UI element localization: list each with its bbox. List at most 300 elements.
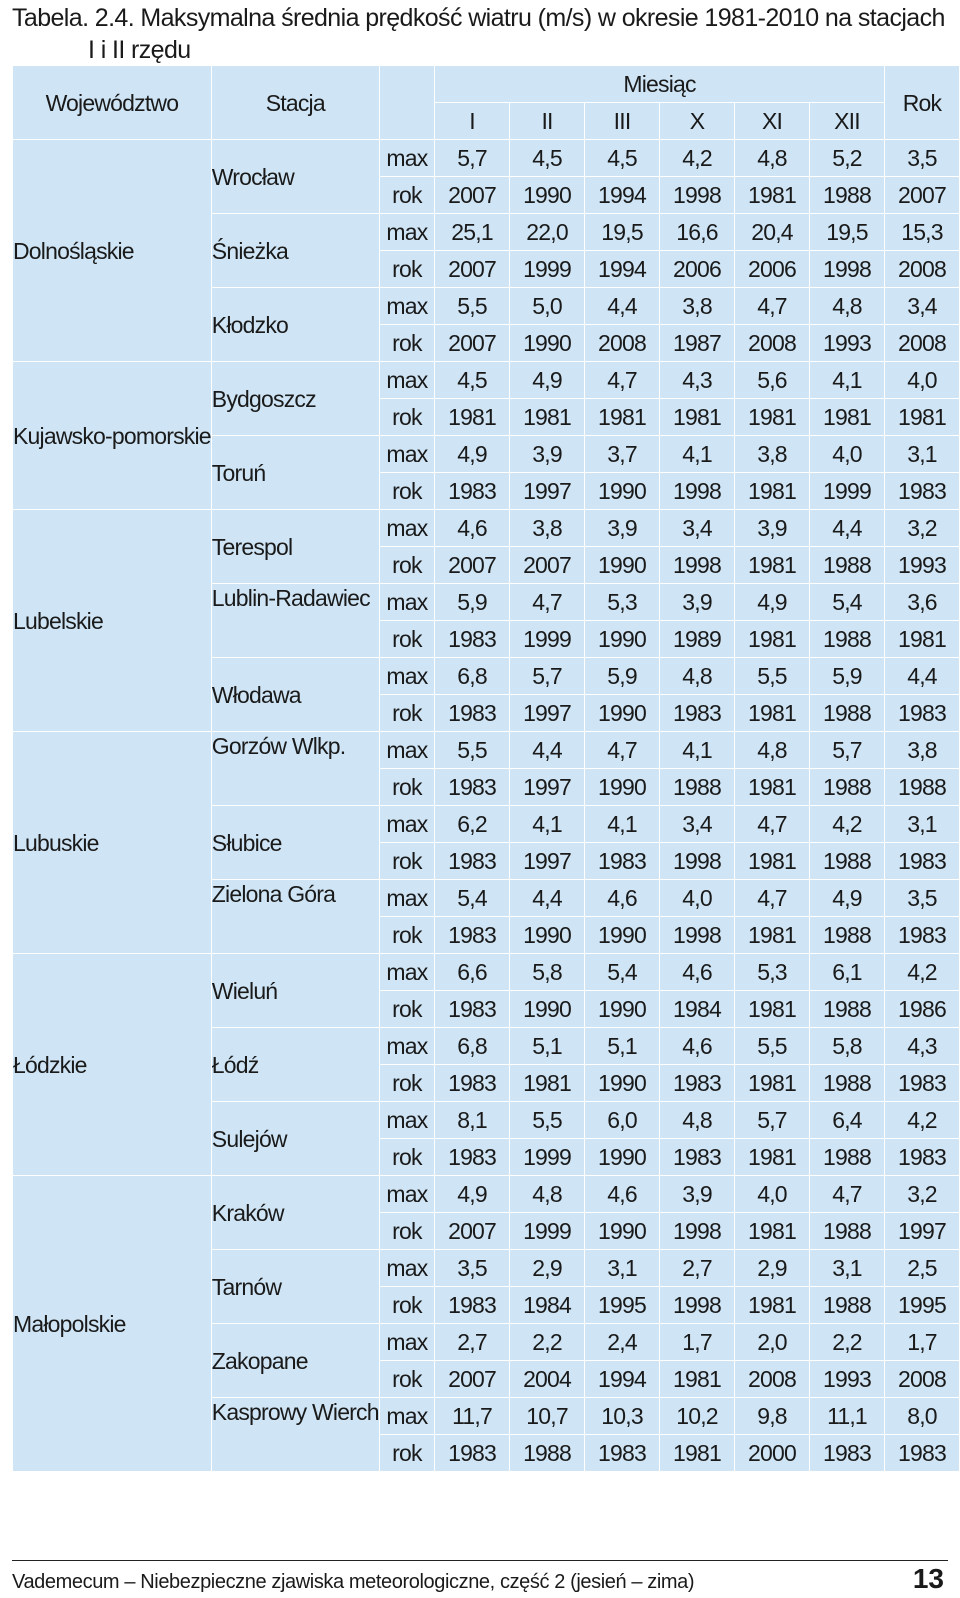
value-cell: 4,1 xyxy=(510,806,585,843)
value-cell: 4,7 xyxy=(810,1176,885,1213)
row-type-label: rok xyxy=(379,177,434,214)
voivodeship-cell: Lubuskie xyxy=(13,732,212,954)
value-cell: 2008 xyxy=(884,251,959,288)
value-cell: 4,5 xyxy=(585,140,660,177)
value-cell: 19,5 xyxy=(585,214,660,251)
station-cell: Wrocław xyxy=(211,140,379,214)
value-cell: 1997 xyxy=(510,473,585,510)
value-cell: 1990 xyxy=(585,695,660,732)
value-cell: 2,7 xyxy=(435,1324,510,1361)
value-cell: 4,4 xyxy=(510,880,585,917)
row-type-label: max xyxy=(379,1028,434,1065)
value-cell: 8,0 xyxy=(884,1398,959,1435)
value-cell: 1993 xyxy=(810,1361,885,1398)
value-cell: 3,1 xyxy=(884,806,959,843)
value-cell: 1988 xyxy=(810,917,885,954)
value-cell: 1983 xyxy=(435,1139,510,1176)
value-cell: 6,1 xyxy=(810,954,885,991)
value-cell: 1993 xyxy=(810,325,885,362)
value-cell: 3,8 xyxy=(660,288,735,325)
value-cell: 4,3 xyxy=(660,362,735,399)
value-cell: 1988 xyxy=(810,991,885,1028)
value-cell: 1990 xyxy=(510,177,585,214)
value-cell: 2006 xyxy=(735,251,810,288)
value-cell: 1981 xyxy=(510,399,585,436)
row-type-label: rok xyxy=(379,547,434,584)
value-cell: 1983 xyxy=(435,1065,510,1102)
value-cell: 1994 xyxy=(585,251,660,288)
value-cell: 1998 xyxy=(660,473,735,510)
value-cell: 2007 xyxy=(435,1213,510,1250)
value-cell: 5,8 xyxy=(810,1028,885,1065)
value-cell: 1981 xyxy=(735,547,810,584)
row-type-label: max xyxy=(379,1324,434,1361)
value-cell: 1981 xyxy=(435,399,510,436)
value-cell: 1990 xyxy=(585,1065,660,1102)
value-cell: 5,3 xyxy=(585,584,660,621)
value-cell: 1998 xyxy=(660,547,735,584)
row-type-label: max xyxy=(379,584,434,621)
value-cell: 2004 xyxy=(510,1361,585,1398)
station-cell: Bydgoszcz xyxy=(211,362,379,436)
value-cell: 1997 xyxy=(884,1213,959,1250)
value-cell: 1998 xyxy=(660,1213,735,1250)
value-cell: 25,1 xyxy=(435,214,510,251)
value-cell: 4,4 xyxy=(810,510,885,547)
value-cell: 3,9 xyxy=(735,510,810,547)
value-cell: 1990 xyxy=(585,1213,660,1250)
value-cell: 1997 xyxy=(510,843,585,880)
value-cell: 5,9 xyxy=(435,584,510,621)
value-cell: 22,0 xyxy=(510,214,585,251)
value-cell: 1988 xyxy=(810,1213,885,1250)
value-cell: 2,2 xyxy=(510,1324,585,1361)
value-cell: 4,8 xyxy=(735,140,810,177)
value-cell: 1981 xyxy=(660,1435,735,1472)
row-type-label: max xyxy=(379,954,434,991)
value-cell: 4,4 xyxy=(884,658,959,695)
value-cell: 8,1 xyxy=(435,1102,510,1139)
station-cell: Zielona Góra xyxy=(211,880,379,954)
value-cell: 1990 xyxy=(585,917,660,954)
value-cell: 6,6 xyxy=(435,954,510,991)
value-cell: 1999 xyxy=(510,1213,585,1250)
table-caption xyxy=(12,2,952,66)
value-cell: 4,7 xyxy=(735,806,810,843)
value-cell: 1981 xyxy=(735,1287,810,1324)
wind-speed-table xyxy=(12,65,960,1472)
value-cell: 1986 xyxy=(884,991,959,1028)
value-cell: 2007 xyxy=(435,177,510,214)
value-cell: 4,1 xyxy=(660,436,735,473)
value-cell: 3,8 xyxy=(735,436,810,473)
value-cell: 5,9 xyxy=(810,658,885,695)
value-cell: 1997 xyxy=(510,769,585,806)
value-cell: 5,4 xyxy=(435,880,510,917)
value-cell: 3,8 xyxy=(884,732,959,769)
value-cell: 1984 xyxy=(510,1287,585,1324)
row-type-label: rok xyxy=(379,473,434,510)
value-cell: 1990 xyxy=(510,991,585,1028)
value-cell: 1983 xyxy=(884,843,959,880)
value-cell: 4,0 xyxy=(735,1176,810,1213)
value-cell: 4,7 xyxy=(585,362,660,399)
value-cell: 2008 xyxy=(585,325,660,362)
station-cell: Lublin-Radawiec xyxy=(211,584,379,658)
value-cell: 3,5 xyxy=(884,140,959,177)
value-cell: 1981 xyxy=(735,399,810,436)
row-type-label: rok xyxy=(379,1213,434,1250)
value-cell: 3,9 xyxy=(660,1176,735,1213)
value-cell: 4,6 xyxy=(435,510,510,547)
value-cell: 4,8 xyxy=(510,1176,585,1213)
value-cell: 4,8 xyxy=(660,658,735,695)
voivodeship-cell: Kujawsko-pomorskie xyxy=(13,362,212,510)
value-cell: 4,9 xyxy=(810,880,885,917)
value-cell: 5,7 xyxy=(510,658,585,695)
row-type-label: rok xyxy=(379,991,434,1028)
value-cell: 1,7 xyxy=(884,1324,959,1361)
row-type-label: max xyxy=(379,436,434,473)
header-row-1 xyxy=(13,66,960,103)
value-cell: 1990 xyxy=(585,621,660,658)
header-month: XII xyxy=(810,103,885,140)
voivodeship-cell: Łódzkie xyxy=(13,954,212,1176)
header-month-group: Miesiąc xyxy=(435,66,885,103)
value-cell: 1983 xyxy=(660,695,735,732)
value-cell: 2,5 xyxy=(884,1250,959,1287)
value-cell: 4,8 xyxy=(735,732,810,769)
value-cell: 1998 xyxy=(660,1287,735,1324)
value-cell: 1990 xyxy=(585,547,660,584)
value-cell: 1997 xyxy=(510,695,585,732)
value-cell: 4,2 xyxy=(810,806,885,843)
value-cell: 1994 xyxy=(585,177,660,214)
value-cell: 3,5 xyxy=(435,1250,510,1287)
value-cell: 1998 xyxy=(660,177,735,214)
row-type-label: rok xyxy=(379,1361,434,1398)
value-cell: 1988 xyxy=(810,621,885,658)
value-cell: 3,1 xyxy=(884,436,959,473)
value-cell: 4,7 xyxy=(585,732,660,769)
value-cell: 4,5 xyxy=(510,140,585,177)
value-cell: 1983 xyxy=(660,1065,735,1102)
value-cell: 20,4 xyxy=(735,214,810,251)
value-cell: 1988 xyxy=(884,769,959,806)
row-type-label: max xyxy=(379,806,434,843)
station-cell: Śnieżka xyxy=(211,214,379,288)
value-cell: 5,7 xyxy=(735,1102,810,1139)
value-cell: 2007 xyxy=(435,547,510,584)
value-cell: 1981 xyxy=(510,1065,585,1102)
value-cell: 1999 xyxy=(510,621,585,658)
value-cell: 5,4 xyxy=(585,954,660,991)
page-footer xyxy=(12,1560,948,1597)
row-type-label: rok xyxy=(379,399,434,436)
value-cell: 4,8 xyxy=(810,288,885,325)
value-cell: 1994 xyxy=(585,1361,660,1398)
value-cell: 1993 xyxy=(884,547,959,584)
value-cell: 1987 xyxy=(660,325,735,362)
value-cell: 1981 xyxy=(585,399,660,436)
value-cell: 5,5 xyxy=(735,658,810,695)
value-cell: 19,5 xyxy=(810,214,885,251)
value-cell: 1981 xyxy=(735,917,810,954)
value-cell: 1990 xyxy=(585,1139,660,1176)
value-cell: 1981 xyxy=(735,991,810,1028)
value-cell: 1983 xyxy=(884,1065,959,1102)
station-cell: Kasprowy Wierch xyxy=(211,1398,379,1472)
value-cell: 5,3 xyxy=(735,954,810,991)
station-cell: Włodawa xyxy=(211,658,379,732)
value-cell: 3,8 xyxy=(510,510,585,547)
table-row xyxy=(13,140,960,177)
header-month: XI xyxy=(735,103,810,140)
value-cell: 1983 xyxy=(435,917,510,954)
value-cell: 2008 xyxy=(884,1361,959,1398)
value-cell: 6,4 xyxy=(810,1102,885,1139)
value-cell: 1998 xyxy=(660,917,735,954)
value-cell: 5,7 xyxy=(435,140,510,177)
row-type-label: rok xyxy=(379,695,434,732)
station-cell: Wieluń xyxy=(211,954,379,1028)
value-cell: 3,4 xyxy=(660,806,735,843)
value-cell: 1988 xyxy=(810,1139,885,1176)
value-cell: 5,7 xyxy=(810,732,885,769)
station-cell: Słubice xyxy=(211,806,379,880)
value-cell: 1983 xyxy=(884,917,959,954)
row-type-label: max xyxy=(379,1250,434,1287)
value-cell: 2,9 xyxy=(510,1250,585,1287)
value-cell: 6,2 xyxy=(435,806,510,843)
value-cell: 1988 xyxy=(810,1065,885,1102)
value-cell: 4,6 xyxy=(585,880,660,917)
value-cell: 5,5 xyxy=(435,732,510,769)
value-cell: 1983 xyxy=(585,1435,660,1472)
value-cell: 1999 xyxy=(510,1139,585,1176)
value-cell: 1981 xyxy=(735,769,810,806)
value-cell: 1998 xyxy=(660,843,735,880)
row-type-label: rok xyxy=(379,621,434,658)
row-type-label: max xyxy=(379,510,434,547)
value-cell: 1981 xyxy=(810,399,885,436)
value-cell: 11,7 xyxy=(435,1398,510,1435)
header-blank xyxy=(379,66,434,140)
value-cell: 5,8 xyxy=(510,954,585,991)
value-cell: 4,0 xyxy=(884,362,959,399)
value-cell: 3,2 xyxy=(884,510,959,547)
value-cell: 1983 xyxy=(435,621,510,658)
station-cell: Gorzów Wlkp. xyxy=(211,732,379,806)
value-cell: 5,1 xyxy=(510,1028,585,1065)
value-cell: 1981 xyxy=(735,621,810,658)
value-cell: 3,1 xyxy=(810,1250,885,1287)
value-cell: 2,7 xyxy=(660,1250,735,1287)
voivodeship-cell: Dolnośląskie xyxy=(13,140,212,362)
value-cell: 1988 xyxy=(660,769,735,806)
value-cell: 1999 xyxy=(810,473,885,510)
station-cell: Toruń xyxy=(211,436,379,510)
value-cell: 4,1 xyxy=(810,362,885,399)
row-type-label: rok xyxy=(379,1287,434,1324)
value-cell: 1990 xyxy=(585,769,660,806)
value-cell: 4,4 xyxy=(510,732,585,769)
value-cell: 1981 xyxy=(735,1139,810,1176)
header-year: Rok xyxy=(884,66,959,140)
value-cell: 4,8 xyxy=(660,1102,735,1139)
value-cell: 4,0 xyxy=(810,436,885,473)
value-cell: 1984 xyxy=(660,991,735,1028)
value-cell: 3,2 xyxy=(884,1176,959,1213)
row-type-label: max xyxy=(379,1102,434,1139)
value-cell: 10,2 xyxy=(660,1398,735,1435)
value-cell: 1983 xyxy=(660,1139,735,1176)
value-cell: 1983 xyxy=(585,843,660,880)
value-cell: 5,0 xyxy=(510,288,585,325)
value-cell: 3,7 xyxy=(585,436,660,473)
value-cell: 2007 xyxy=(435,1361,510,1398)
value-cell: 1999 xyxy=(510,251,585,288)
table-row xyxy=(13,732,960,769)
row-type-label: rok xyxy=(379,843,434,880)
row-type-label: max xyxy=(379,362,434,399)
value-cell: 1983 xyxy=(810,1435,885,1472)
value-cell: 1988 xyxy=(810,177,885,214)
value-cell: 9,8 xyxy=(735,1398,810,1435)
table-row xyxy=(13,954,960,991)
page-number: 13 xyxy=(912,1563,944,1594)
value-cell: 3,4 xyxy=(884,288,959,325)
value-cell: 3,6 xyxy=(884,584,959,621)
value-cell: 1990 xyxy=(510,325,585,362)
value-cell: 1988 xyxy=(810,769,885,806)
value-cell: 15,3 xyxy=(884,214,959,251)
value-cell: 1981 xyxy=(660,399,735,436)
value-cell: 1983 xyxy=(435,769,510,806)
value-cell: 10,3 xyxy=(585,1398,660,1435)
station-cell: Łódź xyxy=(211,1028,379,1102)
value-cell: 2006 xyxy=(660,251,735,288)
station-cell: Terespol xyxy=(211,510,379,584)
value-cell: 1981 xyxy=(660,1361,735,1398)
value-cell: 1988 xyxy=(810,843,885,880)
value-cell: 4,9 xyxy=(735,584,810,621)
value-cell: 5,5 xyxy=(435,288,510,325)
value-cell: 1990 xyxy=(510,917,585,954)
value-cell: 1981 xyxy=(735,1213,810,1250)
station-cell: Kłodzko xyxy=(211,288,379,362)
value-cell: 1983 xyxy=(435,473,510,510)
value-cell: 1,7 xyxy=(660,1324,735,1361)
value-cell: 3,9 xyxy=(660,584,735,621)
table-row xyxy=(13,510,960,547)
value-cell: 3,1 xyxy=(585,1250,660,1287)
value-cell: 1983 xyxy=(884,1139,959,1176)
value-cell: 4,7 xyxy=(735,288,810,325)
value-cell: 2,9 xyxy=(735,1250,810,1287)
value-cell: 6,0 xyxy=(585,1102,660,1139)
value-cell: 5,4 xyxy=(810,584,885,621)
value-cell: 1983 xyxy=(884,473,959,510)
header-month: I xyxy=(435,103,510,140)
value-cell: 1988 xyxy=(810,1287,885,1324)
value-cell: 1983 xyxy=(884,1435,959,1472)
value-cell: 1990 xyxy=(585,473,660,510)
header-voivodeship: Województwo xyxy=(13,66,212,140)
value-cell: 2007 xyxy=(884,177,959,214)
row-type-label: max xyxy=(379,140,434,177)
value-cell: 3,4 xyxy=(660,510,735,547)
value-cell: 1981 xyxy=(884,621,959,658)
row-type-label: max xyxy=(379,658,434,695)
value-cell: 4,1 xyxy=(585,806,660,843)
value-cell: 4,4 xyxy=(585,288,660,325)
row-type-label: max xyxy=(379,732,434,769)
value-cell: 5,6 xyxy=(735,362,810,399)
row-type-label: rok xyxy=(379,251,434,288)
value-cell: 1983 xyxy=(884,695,959,732)
value-cell: 1995 xyxy=(585,1287,660,1324)
value-cell: 1983 xyxy=(435,991,510,1028)
row-type-label: rok xyxy=(379,769,434,806)
value-cell: 3,9 xyxy=(585,510,660,547)
value-cell: 1983 xyxy=(435,843,510,880)
value-cell: 10,7 xyxy=(510,1398,585,1435)
value-cell: 1983 xyxy=(435,1435,510,1472)
value-cell: 4,6 xyxy=(660,954,735,991)
value-cell: 2008 xyxy=(884,325,959,362)
row-type-label: rok xyxy=(379,1435,434,1472)
value-cell: 4,9 xyxy=(435,436,510,473)
header-month: X xyxy=(660,103,735,140)
row-type-label: rok xyxy=(379,1065,434,1102)
value-cell: 1981 xyxy=(735,473,810,510)
value-cell: 4,2 xyxy=(884,954,959,991)
row-type-label: max xyxy=(379,1176,434,1213)
value-cell: 5,9 xyxy=(585,658,660,695)
value-cell: 1983 xyxy=(435,1287,510,1324)
station-cell: Sulejów xyxy=(211,1102,379,1176)
value-cell: 3,5 xyxy=(884,880,959,917)
value-cell: 2007 xyxy=(435,251,510,288)
value-cell: 1981 xyxy=(735,1065,810,1102)
value-cell: 1981 xyxy=(735,695,810,732)
caption-line-2: I i II rzędu xyxy=(88,36,191,64)
row-type-label: rok xyxy=(379,325,434,362)
value-cell: 6,8 xyxy=(435,1028,510,1065)
value-cell: 1981 xyxy=(735,843,810,880)
value-cell: 5,5 xyxy=(510,1102,585,1139)
value-cell: 1983 xyxy=(435,695,510,732)
row-type-label: rok xyxy=(379,1139,434,1176)
value-cell: 11,1 xyxy=(810,1398,885,1435)
row-type-label: rok xyxy=(379,917,434,954)
value-cell: 2007 xyxy=(510,547,585,584)
value-cell: 6,8 xyxy=(435,658,510,695)
header-month: II xyxy=(510,103,585,140)
caption-line-1: Tabela. 2.4. Maksymalna średnia prędkość wiatru (m/s) w okresie 1981-2010 na stacjach xyxy=(12,4,945,32)
value-cell: 2008 xyxy=(735,1361,810,1398)
row-type-label: max xyxy=(379,288,434,325)
row-type-label: max xyxy=(379,1398,434,1435)
footer-text: Vademecum – Niebezpieczne zjawiska meteorologiczne, część 2 (jesień – zima) xyxy=(12,1571,695,1593)
value-cell: 1981 xyxy=(735,177,810,214)
value-cell: 1990 xyxy=(585,991,660,1028)
value-cell: 1988 xyxy=(810,695,885,732)
value-cell: 4,0 xyxy=(660,880,735,917)
station-cell: Tarnów xyxy=(211,1250,379,1324)
value-cell: 4,2 xyxy=(660,140,735,177)
